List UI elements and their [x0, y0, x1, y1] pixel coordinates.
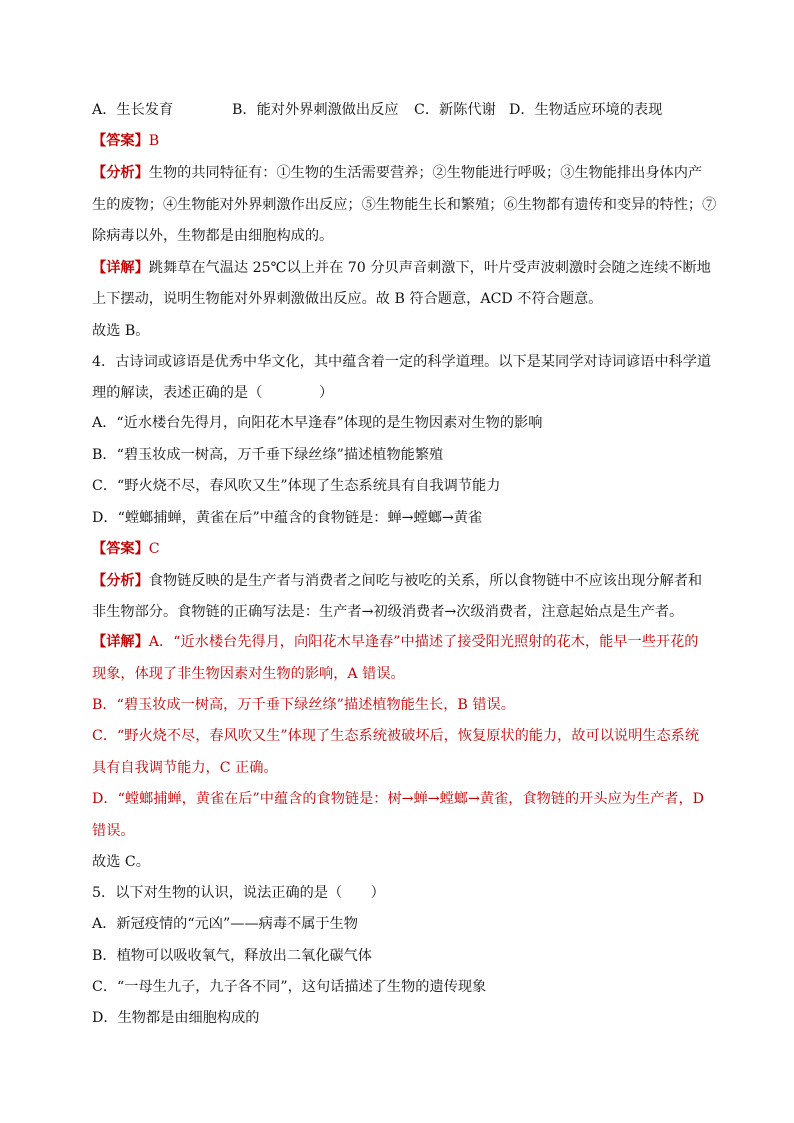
q4-option-b: B．“碧玉妆成一树高，万千垂下绿丝绦”描述植物能繁殖: [92, 447, 444, 463]
analysis-text: 生物的共同特征有：①生物的生活需要营养；②生物能进行呼吸；③生物能排出身体内产: [148, 165, 703, 181]
q3-conclusion: 故选 B。: [92, 323, 150, 339]
q3-option-b: B．能对外界刺激做出反应: [232, 102, 399, 118]
q4-detail-line: [92, 632, 698, 652]
detail-text: A．“近水楼台先得月，向阳花木早逢春”中描述了接受阳光照射的花木，能早一些开花的: [148, 634, 699, 650]
q3-option-c: C．新陈代谢: [414, 102, 496, 118]
q3-detail-line: 上下摆动，说明生物能对外界刺激做出反应。故 B 符合题意，ACD 不符合题意。: [92, 291, 603, 307]
answer-tag: 【答案】: [92, 133, 149, 149]
q4-option-a: A．“近水楼台先得月，向阳花木早逢春”体现的是生物因素对生物的影响: [92, 415, 543, 431]
detail-text: 跳舞草在气温达 25℃以上并在 70 分贝声音刺激下，叶片受声波刺激时会随之连续不断地: [148, 260, 711, 276]
q5-option-c: C．“一母生九子，九子各不同”，这句话描述了生物的遗传现象: [92, 979, 487, 995]
q5-stem: 5．以下对生物的认识，说法正确的是（ ）: [92, 885, 385, 901]
detail-tag: 【详解】: [92, 260, 149, 276]
q5-option-a: A．新冠疫情的“元凶”——病毒不属于生物: [92, 916, 358, 932]
answer-value: C: [148, 541, 160, 557]
analysis-text: 食物链反映的是生产者与消费者之间吃与被吃的关系，所以食物链中不应该出现分解者和: [148, 573, 703, 589]
q4-option-d: D．“螳螂捕蝉，黄雀在后”中蕴含的食物链是：蝉→螳螂→黄雀: [92, 510, 483, 526]
q4-detail-line: 具有自我调节能力，C 正确。: [92, 760, 278, 776]
q3-options: [92, 100, 662, 120]
q4-analysis-line: 非生物部分。食物链的正确写法是：生产者→初级消费者→次级消费者，注意起始点是生产者。: [92, 604, 684, 620]
q4-conclusion: 故选 C。: [92, 854, 150, 870]
q3-detail-line: [92, 258, 711, 278]
q3-analysis-line: 生的废物；④生物能对外界刺激作出反应；⑤生物能生长和繁殖；⑥生物都有遗传和变异的特性；⑦: [92, 197, 717, 213]
q3-answer: [92, 131, 159, 151]
q4-detail-line: C．“野火烧不尽，春风吹又生”体现了生态系统被破坏后，恢复原状的能力，故可以说明生态系统: [92, 728, 700, 744]
q3-option-d: D．生物适应环境的表现: [509, 102, 663, 118]
q3-option-a: A．生长发育: [92, 102, 174, 118]
analysis-tag: 【分析】: [92, 165, 149, 181]
q4-detail-line: 错误。: [92, 823, 135, 839]
q4-analysis-line: [92, 571, 702, 591]
q4-option-c: C．“野火烧不尽，春风吹又生”体现了生态系统具有自我调节能力: [92, 478, 501, 494]
q5-option-d: D．生物都是由细胞构成的: [92, 1010, 260, 1026]
q4-detail-line: D．“螳螂捕蝉，黄雀在后”中蕴含的食物链是：树→蝉→螳螂→黄雀，食物链的开头应为生产者，D: [92, 791, 705, 807]
analysis-tag: 【分析】: [92, 573, 149, 589]
answer-tag: 【答案】: [92, 541, 149, 557]
q4-detail-line: B．“碧玉妆成一树高，万千垂下绿丝绦”描述植物能生长，B 错误。: [92, 697, 515, 713]
answer-value: B: [148, 133, 160, 149]
q4-answer: [92, 539, 160, 559]
q4-stem-line: 理的解读，表述正确的是（ ）: [92, 385, 334, 401]
q5-option-b: B．植物可以吸收氧气，释放出二氧化碳气体: [92, 948, 372, 964]
q4-detail-line: 现象，体现了非生物因素对生物的影响，A 错误。: [92, 666, 405, 682]
q3-analysis-line: 除病毒以外，生物都是由细胞构成的。: [92, 228, 334, 244]
q4-stem-line: 4．古诗词或谚语是优秀中华文化，其中蕴含着一定的科学道理。以下是某同学对诗词谚语中科学道: [92, 354, 712, 370]
q3-analysis-line: [92, 163, 702, 183]
detail-tag: 【详解】: [92, 634, 149, 650]
